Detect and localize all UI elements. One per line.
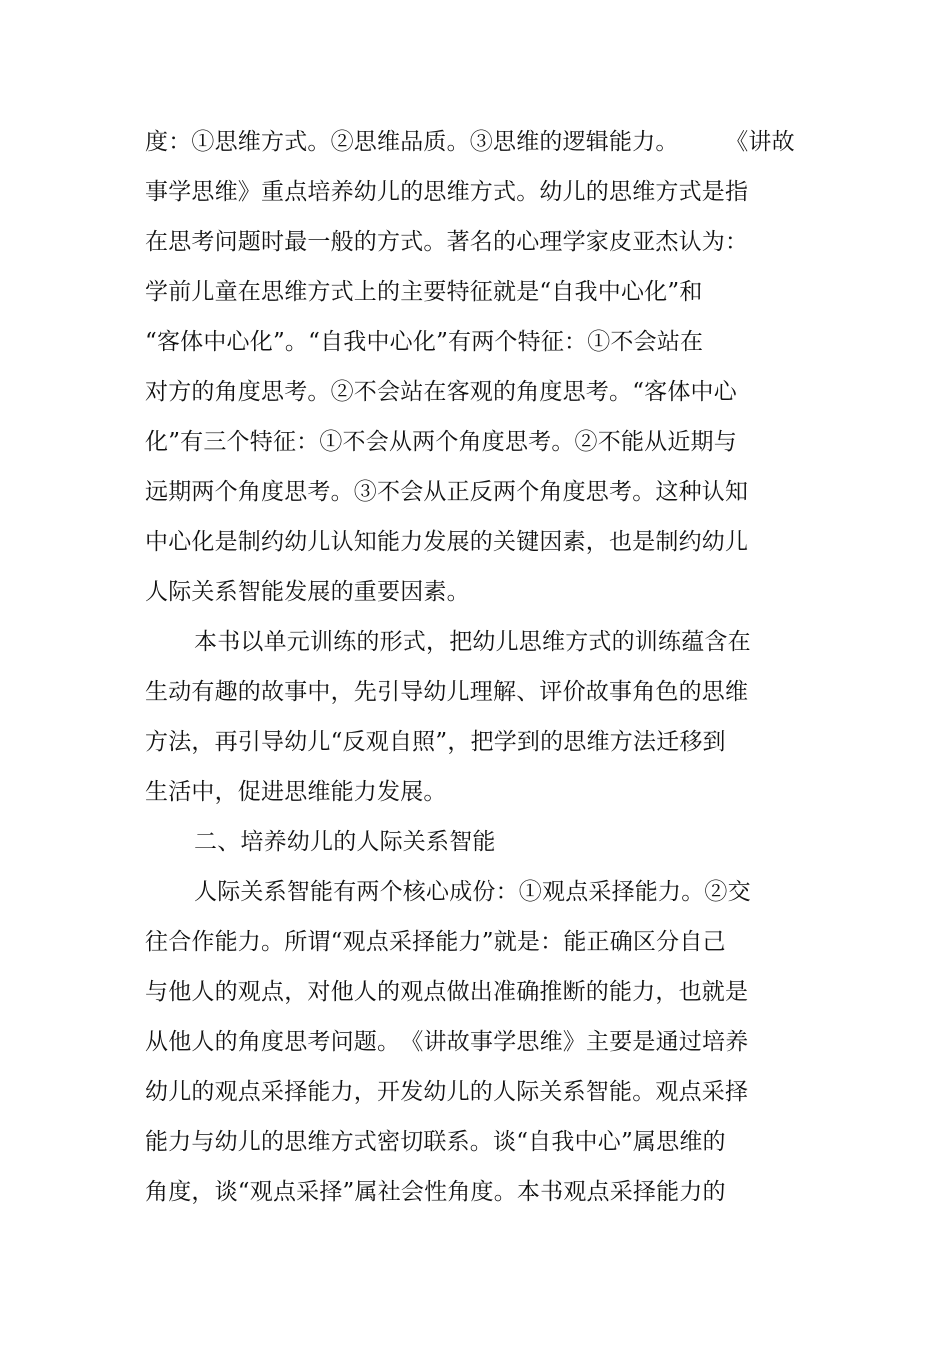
- text-line: 学前儿童在思维方式上的主要特征就是“自我中心化”和: [145, 279, 703, 305]
- text-line: 能力与幼儿的思维方式密切联系。谈“自我中心”属思维的: [145, 1129, 726, 1155]
- text-line: 往合作能力。所谓“观点采择能力”就是：能正确区分自己: [145, 929, 726, 955]
- text-line: 生动有趣的故事中，先引导幼儿理解、评价故事角色的思维: [145, 679, 749, 705]
- section-heading: 二、培养幼儿的人际关系智能: [194, 829, 496, 855]
- paragraph-first-line: 人际关系智能有两个核心成份：①观点采择能力。②交: [194, 879, 751, 905]
- text-line: 在思考问题时最一般的方式。著名的心理学家皮亚杰认为：: [145, 229, 749, 255]
- text-line: 生活中，促进思维能力发展。: [145, 779, 447, 805]
- text-line: “客体中心化”。“自我中心化”有两个特征：①不会站在: [145, 329, 704, 355]
- text-line: 远期两个角度思考。③不会从正反两个角度思考。这种认知: [145, 479, 749, 505]
- text-line: 中心化是制约幼儿认知能力发展的关键因素，也是制约幼儿: [145, 529, 749, 555]
- text-line: 化”有三个特征：①不会从两个角度思考。②不能从近期与: [145, 429, 737, 455]
- text-line: 方法，再引导幼儿“反观自照”，把学到的思维方法迁移到: [145, 729, 726, 755]
- text-line: 角度，谈“观点采择”属社会性角度。本书观点采择能力的: [145, 1179, 726, 1205]
- text-line: 事学思维》重点培养幼儿的思维方式。幼儿的思维方式是指: [145, 179, 749, 205]
- text-line: 对方的角度思考。②不会站在客观的角度思考。“客体中心: [145, 379, 737, 405]
- paragraph-first-line: 本书以单元训练的形式，把幼儿思维方式的训练蕴含在: [194, 629, 751, 655]
- text-line: 从他人的角度思考问题。 《讲故事学思维》主要是通过培养: [145, 1029, 749, 1055]
- text-line: 度：①思维方式。②思维品质。③思维的逻辑能力。 《讲故: [145, 129, 795, 155]
- text-line: 与他人的观点，对他人的观点做出准确推断的能力，也就是: [145, 979, 749, 1005]
- text-line: 幼儿的观点采择能力，开发幼儿的人际关系智能。观点采择: [145, 1079, 749, 1105]
- text-line: 人际关系智能发展的重要因素。: [145, 579, 470, 605]
